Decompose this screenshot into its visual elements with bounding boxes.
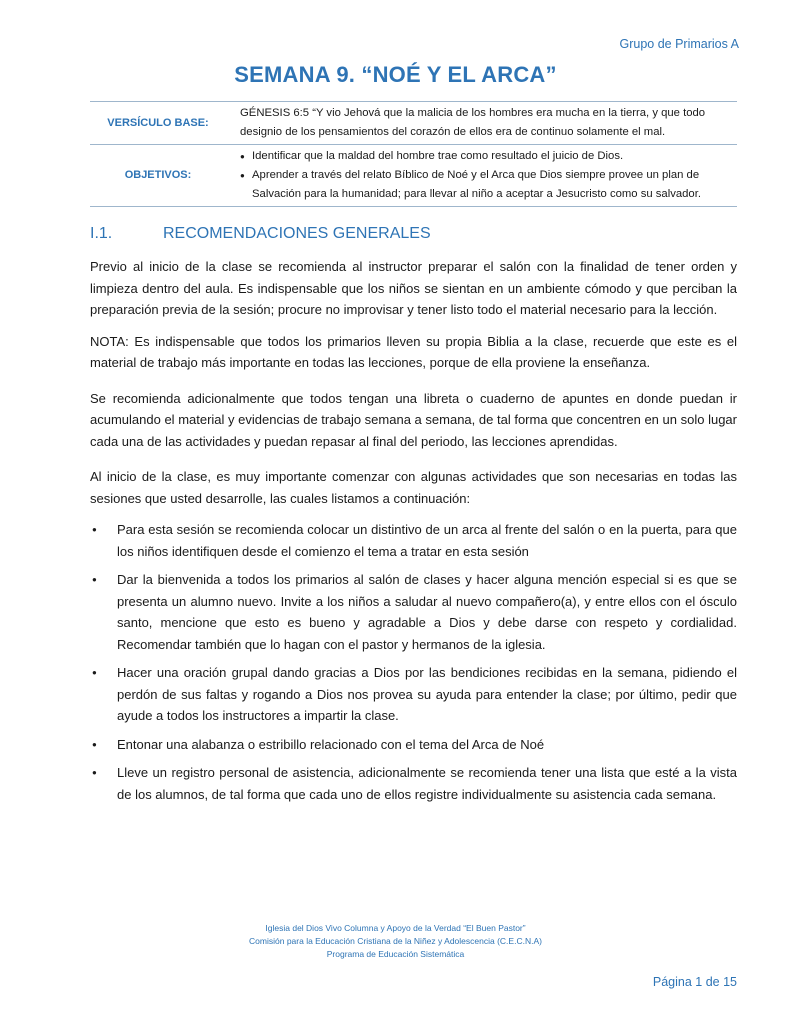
- objectives-list: [240, 147, 731, 204]
- page-footer: [0, 922, 791, 961]
- verse-row: [90, 102, 737, 145]
- page-number: Página 1 de 15: [652, 975, 737, 989]
- note-paragraph: NOTA: Es indispensable que todos los primarios lleven su propia Biblia a la clase, recuerde que este es el material de trabajo más importante en todas las lecciones, porque de ella proviene la enseñanza.: [90, 333, 737, 370]
- section-title: RECOMENDACIONES GENERALES: [163, 225, 431, 242]
- section-heading: [90, 225, 431, 243]
- page-title: SEMANA 9. “NOÉ Y EL ARCA”: [234, 62, 557, 87]
- footer-program: Programa de Educación Sistemática: [326, 949, 465, 959]
- verse-label: VERSÍCULO BASE:: [107, 116, 209, 129]
- list-item: ● Hacer una oración grupal dando gracias a Dios por las bendiciones recibidas en la semana, pidiendo el perdón de sus faltas y rogando a Dios nos provea su ayuda para entender la clase; por último, pedir que ayude a todos los instructores a impartir la clase.: [90, 662, 737, 727]
- list-item: ● Para esta sesión se recomienda colocar un distintivo de un arca al frente del salón o en la puerta, para que los niños identifiquen desde el comienzo el tema a tratar en esta sesión: [90, 519, 737, 562]
- objectives-cell: [226, 145, 737, 207]
- footer-church: Iglesia del Dios Vivo Columna y Apoyo de la Verdad “El Buen Pastor”: [265, 923, 526, 933]
- list-item: ● Entonar una alabanza o estribillo relacionado con el tema del Arca de Noé: [90, 734, 737, 756]
- footer-commission: Comisión para la Educación Cristiana de la Niñez y Adolescencia (C.E.C.N.A): [249, 936, 542, 946]
- objective-item: ● Identificar que la maldad del hombre trae como resultado el juicio de Dios.: [240, 147, 731, 166]
- section-number: I.1.: [90, 225, 113, 242]
- paragraph: Previo al inicio de la clase se recomienda al instructor preparar el salón con la finalidad de tener orden y limpieza dentro del aula. Es indispensable que los niños se sientan en un ambiente cómodo y que perciban la preparación previa de la sesión; procure no improvisar y tener listo todo el material necesario para la lección.: [90, 259, 737, 317]
- objectives-row: [90, 145, 737, 207]
- list-item: ● Dar la bienvenida a todos los primarios al salón de clases y hacer alguna mención especial si es que se presenta un alumno nuevo. Invite a los niños a saludar al nuevo compañero(a), y entre ellos con el ósculo santo, mencione que esto es bueno y agradable a Dios y debe darse con respeto y cordialidad. Recomendar también que lo hagan con el pastor y hermanos de la iglesia.: [90, 569, 737, 655]
- verse-text: GÉNESIS 6:5 “Y vio Jehová que la malicia de los hombres era mucha en la tierra, y que todo designio de los pensamientos del corazón de ellos era de continuo solamente el mal.: [240, 107, 706, 138]
- paragraph: Se recomienda adicionalmente que todos tengan una libreta o cuaderno de apuntes en donde puedan ir acumulando el material y evidencias de trabajo semana a semana, de tal forma que concentren en un solo lugar cada una de las actividades y puedan repasar al final del periodo, las lecciones aprendidas.: [90, 390, 737, 449]
- objectives-label: OBJETIVOS:: [124, 169, 192, 181]
- objective-item: ● Aprender a través del relato Bíblico de Noé y el Arca que Dios siempre provee un plan de Salvación para la humanidad; para llevar al niño a aceptar a Jesucristo como su salvador.: [240, 166, 731, 204]
- activities-list: [90, 519, 737, 805]
- list-item: ● Lleve un registro personal de asistencia, adicionalmente se recomienda tener una lista que esté a la vista de los alumnos, de tal forma que cada uno de ellos registre individualmente su asistencia cada semana.: [90, 762, 737, 805]
- group-label: Grupo de Primarios A: [619, 37, 739, 51]
- lesson-info-table: [90, 101, 737, 207]
- paragraph: Al inicio de la clase, es muy importante comenzar con algunas actividades que son necesarias en todas las sesiones que usted desarrolle, las cuales listamos a continuación:: [90, 469, 737, 506]
- content-body: [90, 256, 737, 812]
